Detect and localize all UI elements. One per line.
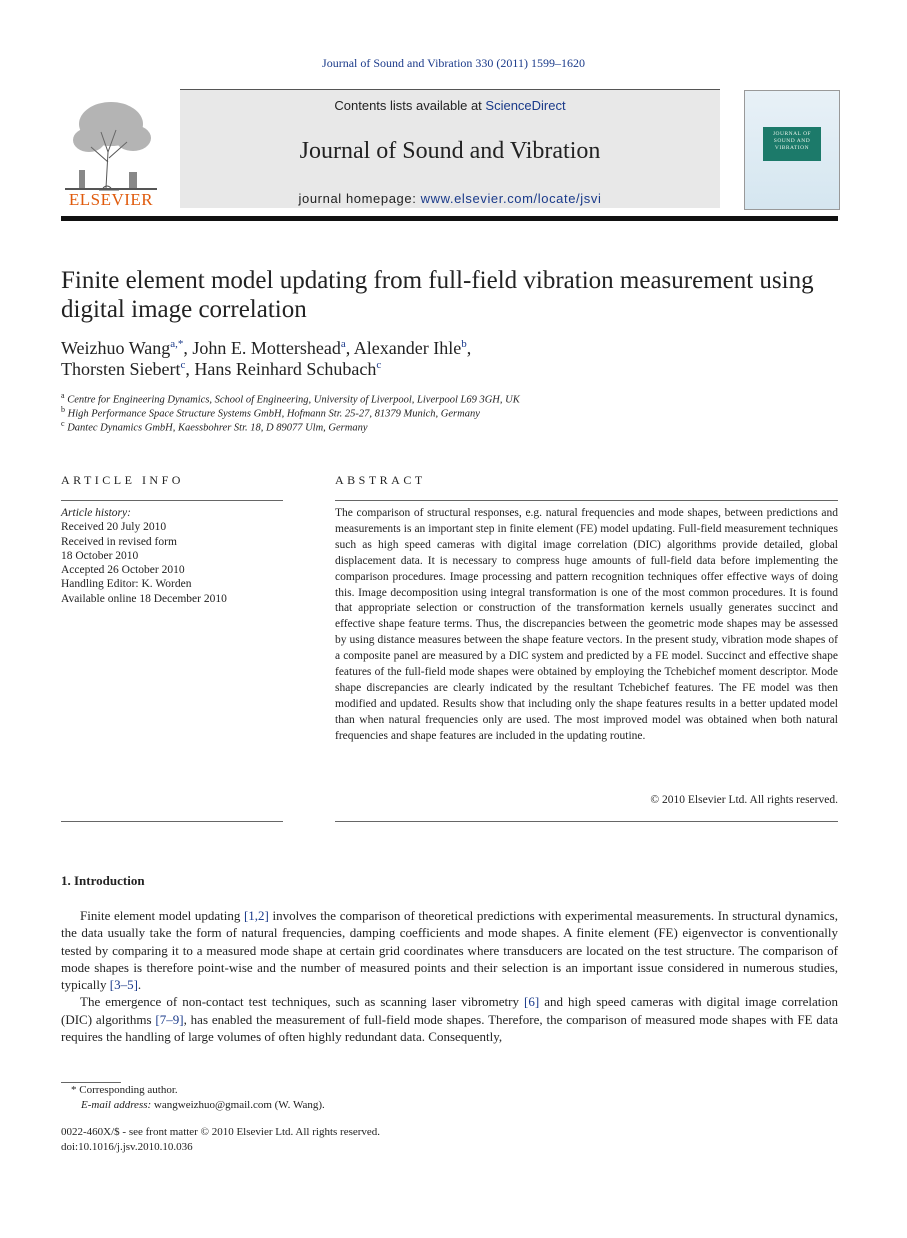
citation-link[interactable]: [1,2]	[243, 908, 269, 923]
email-note	[81, 1099, 325, 1111]
author-separator: ,	[345, 338, 354, 358]
doi-line[interactable]: doi:10.1016/j.jsv.2010.10.036	[61, 1141, 193, 1153]
author-mark[interactable]: b	[461, 338, 467, 350]
corresponding-author-note: * Corresponding author.	[71, 1084, 178, 1096]
text-run: Finite element model updating	[80, 908, 244, 923]
sciencedirect-link[interactable]: ScienceDirect	[485, 98, 566, 113]
introduction-body	[61, 907, 838, 1045]
abstract-label: ABSTRACT	[335, 473, 426, 487]
email-label: E-mail address:	[81, 1099, 154, 1111]
cover-title-band	[763, 127, 821, 161]
history-heading: Article history:	[61, 507, 131, 519]
affiliation-mark: c	[61, 419, 65, 428]
homepage-line	[180, 191, 720, 206]
publisher-name: ELSEVIER	[68, 190, 154, 209]
authors-line-1	[61, 338, 471, 359]
contents-line	[180, 98, 720, 113]
text-run: The emergence of non-contact test techniques, such as scanning laser vibrometry	[80, 994, 525, 1010]
affiliation-text: Dantec Dynamics GmbH, Kaessbohrer Str. 18, D 89077 Ulm, Germany	[67, 422, 368, 434]
journal-title: Journal of Sound and Vibration	[299, 138, 601, 164]
paragraph	[61, 907, 838, 993]
authors-line-2	[61, 359, 381, 380]
affiliation-b	[61, 405, 480, 420]
author-name: John E. Mottershead	[192, 338, 341, 358]
history-line: Accepted 26 October 2010	[61, 564, 185, 577]
author-mark[interactable]: c	[376, 359, 382, 371]
citation-link[interactable]: [6]	[524, 994, 540, 1010]
text-run: involves the comparison of theoretical predictions with experimental measurements. In structural dynamics, the data usually take the form of natural frequencies, damping coefficients and mode shapes. A finite element (FE) eigenvector is conventionally tested by comparing it to a measured mode shape at certain grid coordinates where transducers are located on the test structure. The comparison of mode shapes is therefore point-wise and the number of measured points and their selection is an important issue considered in numerous studies, typically	[61, 908, 838, 993]
homepage-prefix: journal homepage:	[298, 191, 421, 206]
author-separator: ,	[185, 359, 195, 379]
journal-cover-image	[744, 90, 840, 210]
history-line: Received 20 July 2010	[61, 521, 167, 534]
author-name: Alexander Ihle	[353, 338, 462, 358]
author-separator: ,	[466, 338, 472, 358]
citation-link[interactable]: [7–9]	[155, 1011, 184, 1027]
article-history	[61, 506, 283, 606]
abstract-text: The comparison of structural responses, e.g. natural frequencies and mode shapes, between predictions and measurements is an important step in finite element (FE) model updating. Full-field measurement techniques such as high speed cameras with digital image correlation (DIC) algorithms provide detailed, global displacement data. It is necessary to compress huge amounts of full-field data before implementing the comparison procedures. Image processing and pattern recognition techniques offer effective ways of doing this. Image decomposition using integral transformation is one of the most common procedures. It is found that appropriate selection or construction of the transformation kernels usually generates succinct and effective shape feature terms. Thus, the discrepancies between the geometric mode shapes may be assessed by using distance measures between the shape feature vectors. In the present study, vibration mode shapes of a composite panel are measured by a DIC system and predicted by a FE model. Succinct and effective shape features of the full-field mode shapes were obtained by employing the Tchebichef moment descriptor. Mode shape discrepancies are clearly indicated by the resultant Tchebichef features. The FE model was then modified and updated. Results show that including only the shape features results in a better updated model than when natural frequencies only are used. The most improved model was obtained when both natural frequencies and shape features are included in the updating routine.	[335, 507, 838, 742]
affiliation-c	[61, 419, 367, 434]
author-name: Hans Reinhard Schubach	[194, 359, 377, 379]
author-mark[interactable]: a,*	[170, 338, 184, 350]
history-line: Handling Editor: K. Worden	[61, 578, 192, 591]
cover-title: JOURNAL OF SOUND AND VIBRATION	[772, 131, 812, 151]
text-run: , has enabled the measurement of full-field mode shapes. Therefore, the comparison of measured mode shapes with FE data requires the handling of large volumes of often highly redundant data. Consequently,	[61, 1011, 838, 1045]
abstract-copyright: © 2010 Elsevier Ltd. All rights reserved.	[650, 794, 838, 806]
paragraph	[61, 993, 838, 1045]
history-line: Received in revised form	[61, 535, 177, 548]
article-info-rule	[61, 500, 283, 501]
email-value[interactable]: wangweizhuo@gmail.com (W. Wang).	[153, 1099, 325, 1111]
author-mark[interactable]: a	[340, 338, 346, 350]
article-info-label: ARTICLE INFO	[61, 473, 184, 487]
journal-header-box	[180, 89, 720, 208]
article-info-bottom-rule	[61, 821, 283, 822]
affiliation-a	[61, 391, 520, 406]
contents-prefix: Contents lists available at	[334, 98, 486, 113]
author-name: Thorsten Siebert	[61, 359, 181, 379]
front-matter-line: 0022-460X/$ - see front matter © 2010 Elsevier Ltd. All rights reserved.	[61, 1126, 381, 1138]
abstract-bottom-rule	[335, 821, 838, 822]
section-heading-introduction: 1. Introduction	[61, 873, 145, 888]
affiliation-text: High Performance Space Structure Systems GmbH, Hofmann Str. 25-27, 81379 Munich, Germany	[67, 408, 480, 420]
affiliation-mark: b	[61, 405, 65, 414]
text-run: .	[137, 977, 142, 993]
history-line: 18 October 2010	[61, 549, 139, 562]
header-rule	[61, 216, 838, 221]
author-separator: ,	[183, 338, 193, 358]
affiliation-mark: a	[61, 391, 65, 400]
author-mark[interactable]: c	[180, 359, 186, 371]
citation-link[interactable]: [3–5]	[109, 977, 138, 993]
homepage-link[interactable]: www.elsevier.com/locate/jsvi	[420, 191, 602, 206]
text-run: and high speed cameras with digital image correlation (DIC) algorithms	[61, 994, 838, 1027]
history-line: Available online 18 December 2010	[61, 592, 227, 605]
affiliation-text: Centre for Engineering Dynamics, School of Engineering, University of Liverpool, Liverpool L69 3GH, UK	[67, 394, 520, 406]
footnote-rule	[61, 1082, 121, 1083]
abstract-rule	[335, 500, 838, 501]
author-name: Weizhuo Wang	[61, 338, 171, 358]
article-title: Finite element model updating from full-field vibration measurement using digital image correlation	[61, 267, 814, 323]
journal-reference[interactable]: Journal of Sound and Vibration 330 (2011) 1599–1620	[322, 56, 585, 70]
